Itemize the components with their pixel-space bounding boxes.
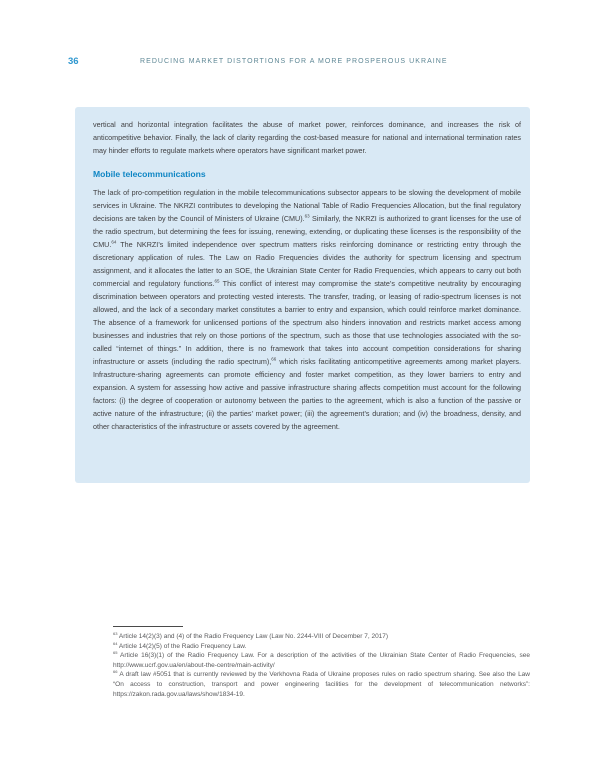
footnote-number: 64 <box>113 640 118 646</box>
section-heading-mobile-telecommunications: Mobile telecommunications <box>93 169 206 179</box>
footnote-ref: 65 <box>214 278 220 284</box>
footnote-ref: 66 <box>271 356 277 362</box>
footnote: $^{63}$ Article 14(2)(3) and (4) of the Radio Frequency Law (Law No. 2244-VIII of December 7, 2017) <box>113 630 389 640</box>
running-header: REDUCING MARKET DISTORTIONS FOR A MORE PROSPEROUS UKRAINE <box>140 58 448 65</box>
paragraph-termination-rates: vertical and horizontal integration facilitates the abuse of market power, reinforces dominance, and increases the risk of anticompetitive behavior. Finally, the lack of clarity regarding the cost-based measure for national and international termination rates may hinder efforts to regulate markets where operators have significant market power. <box>93 120 521 155</box>
page-number: 36 <box>68 56 79 67</box>
paragraph-mobile-telecom: The lack of pro-competition regulation in the mobile telecommunications subsector appears to be slowing the development of mobile services in Ukraine. The NKRZI contributes to developing the National Table of Radio Frequencies Allocation, but the final regulatory decisions are taken by the Council of Ministers of Ukraine (CMU).$^{63}$ Similarly, the NKRZI is authorized to grant licenses for the use of the radio spectrum, but determining the fees for issuing, renewing, extending, or duplicating these licenses is the responsibility of the CMU.$^{64}$ The NKRZI’s limited independence over spectrum matters risks reinforcing dominance or restricting entry through the discretionary application of rules. The Law on Radio Frequencies divides the authority for spectrum licensing and spectrum assignment, and it allocates the latter to an SOE, the Ukrainian State Center for Radio Frequencies, which appears to carry out both commercial and regulatory functions.$^{65}$ This conflict of interest may compromise the state’s competitive neutrality by encouraging discrimination between operators and protecting vested interests. The transfer, trading, or leasing of radio-spectrum licenses is not allowed, and the lack of a secondary market constitutes a barrier to entry and expansion, which could reinforce market dominance. The absence of a framework for unlicensed portions of the spectrum also hinders innovation and restricts market access among businesses and industries that rely on those portions of the spectrum, such as those that use technologies associated with the so-called “internet of things.” In addition, there is no framework that takes into account competition considerations for sharing infrastructure or assets (including the radio spectrum),$^{66}$ which risks facilitating anticompetitive agreements among market players. Infrastructure-sharing agreements can promote efficiency and foster market competition, as they lower barriers to entry and expansion. A system for assessing how active and passive infrastructure sharing affects competition must account for the following factors: (i) the degree of cooperation or autonomy between the parties to the agreement, which is also a function of the passive or active nature of the infrastructure; (ii) the parties’ market power; (iii) the agreement’s duration; and (iv) the broadness, density, and other characteristics of the infrastructure or assets covered by the agreement. <box>93 188 522 431</box>
highlight-box <box>75 107 530 483</box>
footnote-ref: 63 <box>304 213 310 219</box>
footnotes-block <box>113 626 530 699</box>
footnote-number: 65 <box>113 650 118 656</box>
footnote-number: 66 <box>113 669 118 675</box>
footnote-list <box>113 632 530 699</box>
footnote: $^{66}$ A draft law #5051 that is currently reviewed by the Verkhovna Rada of Ukraine proposes rules on radio spectrum sharing. See also the Law “On access to construction, transport and power engineering facilities for the development of telecommunication networks”: https://zakon.rada.gov.ua/laws/show/1834-19. <box>113 669 530 698</box>
footnote-separator <box>113 626 183 627</box>
footnote-number: 63 <box>113 630 118 636</box>
footnote: $^{65}$ Article 16(3)(1) of the Radio Frequency Law. For a description of the activities of the Ukrainian State Center of Radio Frequencies, see http://www.ucrf.gov.ua/en/about-the-centre/main-activity/ <box>113 650 530 669</box>
footnote: $^{64}$ Article 14(2)(5) of the Radio Frequency Law. <box>113 640 247 650</box>
footnote-ref: 64 <box>111 239 117 245</box>
